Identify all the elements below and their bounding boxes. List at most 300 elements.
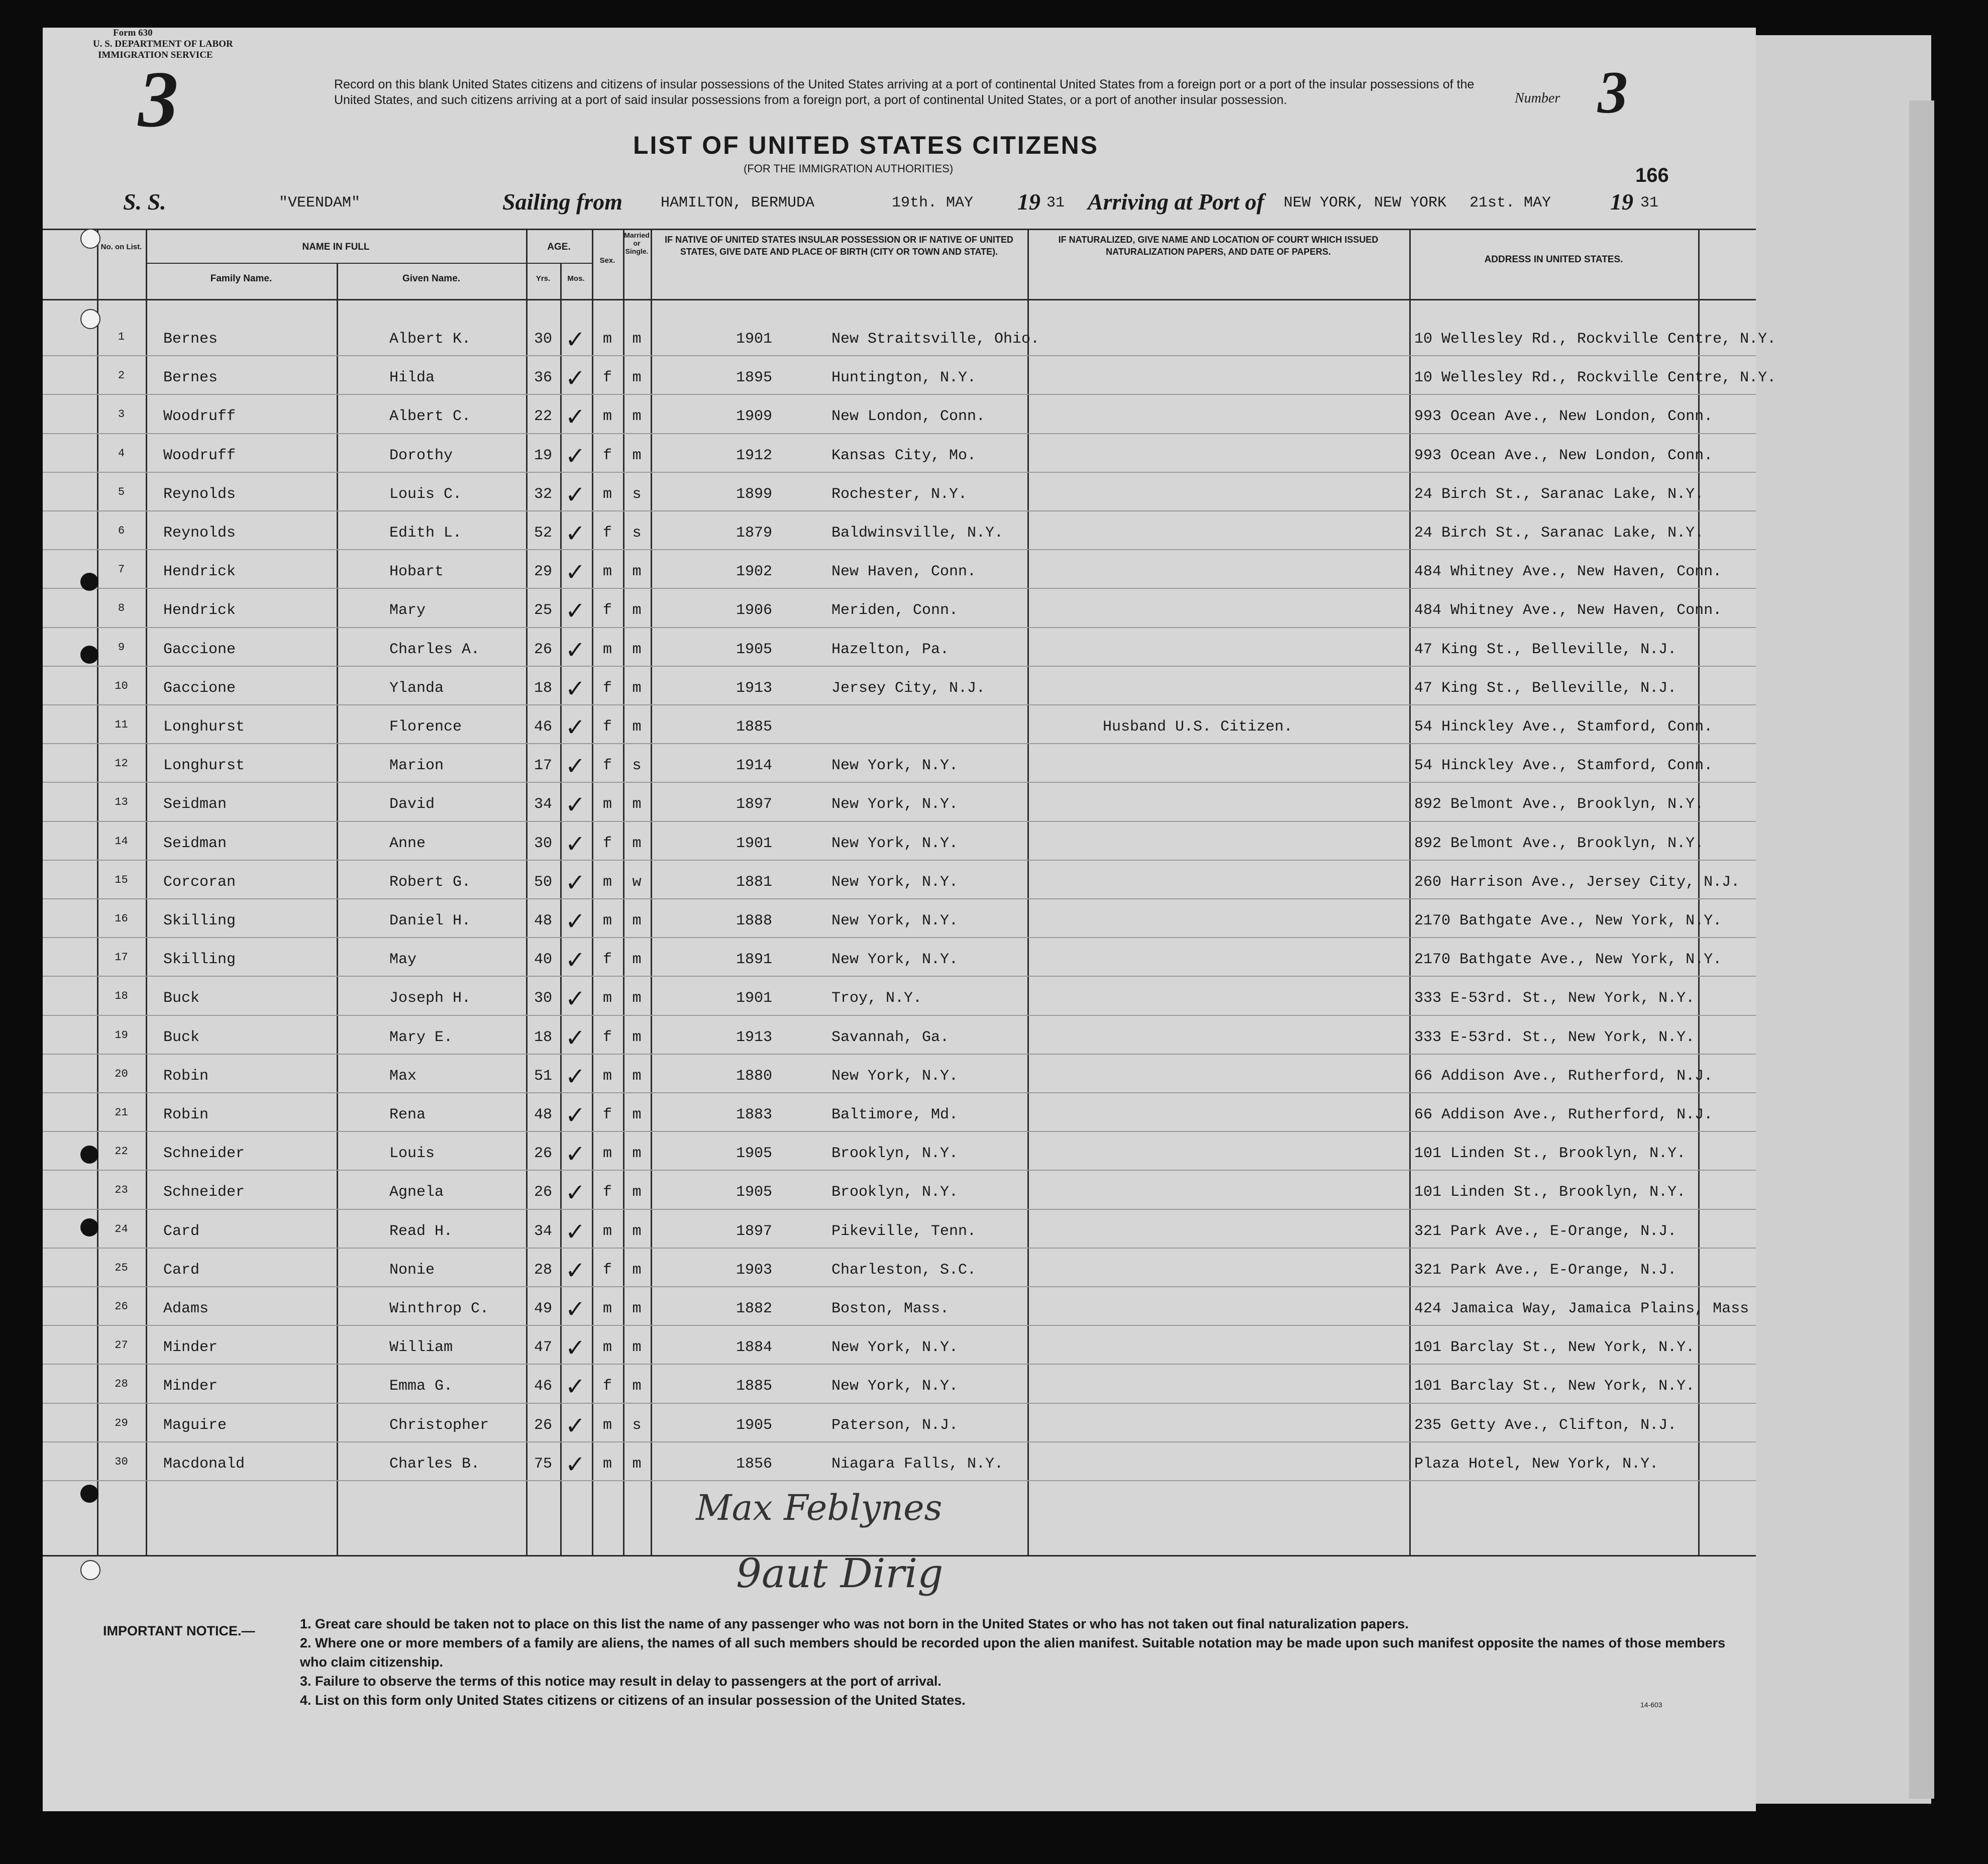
row-rule — [43, 1403, 1756, 1404]
cell-ms: m — [632, 369, 642, 387]
col-header-married: Married or Single. — [624, 231, 650, 255]
col-divider — [337, 264, 338, 1555]
cell-no: 8 — [118, 602, 125, 615]
cell-family: Reynolds — [163, 525, 236, 542]
cell-ms: m — [632, 563, 642, 581]
row-rule — [43, 1441, 1756, 1442]
cell-given: Hilda — [389, 369, 435, 387]
cell-no: 3 — [118, 408, 125, 421]
cell-yrs: 25 — [534, 602, 552, 619]
cell-year: 1885 — [736, 1378, 773, 1395]
row-rule — [43, 1015, 1756, 1016]
cell-year: 1897 — [736, 796, 773, 813]
row-rule — [43, 472, 1756, 473]
cell-no: 17 — [115, 951, 128, 964]
cell-ms: m — [632, 602, 642, 619]
cell-yrs: 34 — [534, 1222, 552, 1240]
cell-ms: m — [632, 1067, 642, 1085]
cell-sex: f — [602, 1378, 612, 1395]
cell-sex: m — [602, 1455, 612, 1473]
row-rule — [43, 355, 1756, 356]
cell-sex: f — [602, 951, 612, 969]
sailing-port: HAMILTON, BERMUDA — [661, 194, 815, 212]
checkmark-icon: ✓ — [565, 791, 586, 819]
cell-sex: m — [602, 485, 612, 503]
checkmark-icon: ✓ — [565, 752, 586, 781]
checkmark-icon: ✓ — [565, 1023, 586, 1052]
cell-year: 1903 — [736, 1261, 773, 1279]
row-rule — [43, 1325, 1756, 1326]
cell-place: Boston, Mass. — [831, 1300, 950, 1317]
cell-year: 1912 — [736, 447, 773, 464]
cell-family: Robin — [163, 1067, 209, 1085]
cell-addr: 101 Linden St., Brooklyn, N.Y. — [1414, 1145, 1686, 1163]
checkmark-icon: ✓ — [565, 985, 586, 1013]
notice-item-1: 1. Great care should be taken not to place on this list the name of any passenger who was not born in the United States or who has not taken out final naturalization papers. — [300, 1616, 1409, 1631]
cell-given: Agnela — [389, 1184, 444, 1201]
page-title: LIST OF UNITED STATES CITIZENS — [633, 131, 1099, 159]
cell-given: Charles B. — [389, 1455, 480, 1473]
col-header-yrs: Yrs. — [536, 274, 551, 283]
cell-sex: m — [602, 408, 612, 426]
cell-yrs: 17 — [534, 757, 552, 775]
cell-yrs: 48 — [534, 1106, 552, 1123]
cell-family: Schneider — [163, 1145, 245, 1163]
cell-year: 1913 — [736, 679, 773, 697]
cell-year: 1888 — [736, 912, 773, 929]
checkmark-icon: ✓ — [565, 326, 586, 354]
cell-place: Troy, N.Y. — [831, 990, 922, 1007]
cell-place: New York, N.Y. — [831, 1339, 959, 1357]
row-rule — [43, 1286, 1756, 1287]
cell-family: Hendrick — [163, 563, 236, 581]
checkmark-icon: ✓ — [565, 403, 586, 432]
checkmark-icon: ✓ — [565, 1373, 586, 1401]
col-header-age: AGE. — [547, 242, 571, 252]
cell-year: 1882 — [736, 1300, 773, 1317]
cell-year: 1905 — [736, 1184, 773, 1201]
cell-addr: 333 E-53rd. St., New York, N.Y. — [1414, 1028, 1695, 1046]
cell-family: Schneider — [163, 1184, 245, 1201]
cell-place: Baltimore, Md. — [831, 1106, 959, 1123]
cell-place: Huntington, N.Y. — [831, 369, 977, 387]
table-top-rule — [43, 229, 1756, 230]
cell-no: 12 — [115, 757, 128, 770]
cell-place: New York, N.Y. — [831, 1378, 959, 1395]
col-header-given: Given Name. — [402, 273, 461, 284]
row-rule — [43, 1092, 1756, 1093]
checkmark-icon: ✓ — [565, 868, 586, 897]
row-rule — [43, 937, 1756, 938]
cell-ms: w — [632, 873, 642, 891]
cell-yrs: 26 — [534, 641, 552, 658]
cell-given: Daniel H. — [389, 912, 471, 929]
cell-given: Mary — [389, 602, 426, 619]
cell-given: Max — [389, 1067, 417, 1085]
cell-sex: m — [602, 912, 612, 929]
cell-ms: m — [632, 331, 642, 348]
col-header-naturalized: IF NATURALIZED, GIVE NAME AND LOCATION OF COURT WHICH ISSUED NATURALIZATION PAPERS, AND DATE OF PAPERS. — [1058, 235, 1379, 257]
cell-given: Christopher — [389, 1416, 489, 1434]
cell-given: Anne — [389, 835, 426, 852]
cell-ms: m — [632, 1184, 642, 1201]
cell-ms: m — [632, 1339, 642, 1357]
row-rule — [43, 433, 1756, 434]
cell-place: Brooklyn, N.Y. — [831, 1145, 959, 1163]
checkmark-icon: ✓ — [565, 1217, 586, 1246]
cell-no: 16 — [115, 912, 128, 925]
cell-place: Paterson, N.J. — [831, 1416, 959, 1434]
row-rule — [43, 627, 1756, 628]
cell-sex: f — [602, 369, 612, 387]
cell-family: Seidman — [163, 835, 227, 852]
cell-sex: m — [602, 1067, 612, 1085]
punch-hole — [80, 1146, 98, 1164]
cell-given: Louis — [389, 1145, 435, 1163]
cell-ms: m — [632, 408, 642, 426]
cell-given: Albert K. — [389, 331, 471, 348]
cell-no: 21 — [115, 1106, 128, 1119]
number-label: Number — [1515, 90, 1560, 106]
cell-place: Charleston, S.C. — [831, 1261, 977, 1279]
checkmark-icon: ✓ — [565, 713, 586, 742]
department-line2: IMMIGRATION SERVICE — [98, 50, 213, 60]
cell-place: Baldwinsville, N.Y. — [831, 525, 1004, 542]
cell-ms: m — [632, 1028, 642, 1046]
cell-given: Albert C. — [389, 408, 471, 426]
notice-item-2: 2. Where one or more members of a family are aliens, the names of all such members should be recorded upon the alien manifest. Suitable notation may be made upon such manifest opposite the names of those members who claim citizenship. — [300, 1635, 1726, 1670]
cell-family: Gaccione — [163, 679, 236, 697]
cell-no: 10 — [115, 679, 128, 692]
checkmark-icon: ✓ — [565, 1450, 586, 1479]
cell-yrs: 18 — [534, 679, 552, 697]
cell-addr: 484 Whitney Ave., New Haven, Conn. — [1414, 602, 1722, 619]
notice-item-3: 3. Failure to observe the terms of this notice may result in delay to passengers at the port of arrival. — [300, 1674, 941, 1689]
number-value: 3 — [1598, 59, 1628, 126]
cell-no: 20 — [115, 1067, 128, 1080]
cell-given: May — [389, 951, 417, 969]
row-rule — [43, 1209, 1756, 1210]
cell-year: 1883 — [736, 1106, 773, 1123]
cell-family: Skilling — [163, 912, 236, 929]
col-divider — [560, 264, 562, 1555]
handwritten-big-mark: 3 — [138, 54, 178, 144]
cell-sex: f — [602, 525, 612, 542]
row-rule — [43, 743, 1756, 744]
cell-yrs: 28 — [534, 1261, 552, 1279]
cell-addr: 24 Birch St., Saranac Lake, N.Y. — [1414, 485, 1704, 503]
cell-no: 25 — [115, 1261, 128, 1274]
cell-no: 5 — [118, 485, 125, 498]
cell-place: New York, N.Y. — [831, 873, 959, 891]
cell-place: New York, N.Y. — [831, 835, 959, 852]
checkmark-icon: ✓ — [565, 1179, 586, 1207]
cell-given: Edith L. — [389, 525, 462, 542]
checkmark-icon: ✓ — [565, 946, 586, 975]
cell-yrs: 34 — [534, 796, 552, 813]
cell-ms: m — [632, 1145, 642, 1163]
cell-no: 13 — [115, 796, 128, 809]
cell-family: Longhurst — [163, 718, 245, 736]
checkmark-icon: ✓ — [565, 830, 586, 858]
cell-family: Woodruff — [163, 408, 236, 426]
cell-yrs: 51 — [534, 1067, 552, 1085]
cell-addr: 993 Ocean Ave., New London, Conn. — [1414, 408, 1713, 426]
row-rule — [43, 588, 1756, 589]
cell-addr: 54 Hinckley Ave., Stamford, Conn. — [1414, 718, 1713, 736]
row-rule — [43, 704, 1756, 705]
cell-ms: m — [632, 1378, 642, 1395]
cell-sex: m — [602, 563, 612, 581]
cell-sex: f — [602, 1106, 612, 1123]
cell-given: Joseph H. — [389, 990, 471, 1007]
cell-sex: m — [602, 796, 612, 813]
punch-hole — [80, 229, 100, 249]
cell-addr: 321 Park Ave., E-Orange, N.J. — [1414, 1222, 1677, 1240]
cell-no: 30 — [115, 1455, 128, 1468]
cell-sex: m — [602, 1416, 612, 1434]
cell-family: Macdonald — [163, 1455, 245, 1473]
cell-yrs: 75 — [534, 1455, 552, 1473]
cell-ms: m — [632, 796, 642, 813]
cell-family: Woodruff — [163, 447, 236, 464]
cell-year: 1901 — [736, 990, 773, 1007]
cell-place: Brooklyn, N.Y. — [831, 1184, 959, 1201]
checkmark-icon: ✓ — [565, 1140, 586, 1169]
checkmark-icon: ✓ — [565, 1295, 586, 1323]
page-subtitle: (FOR THE IMMIGRATION AUTHORITIES) — [744, 162, 954, 175]
row-rule — [43, 976, 1756, 977]
cell-ms: m — [632, 1222, 642, 1240]
arriving-date: 21st. MAY — [1470, 194, 1551, 212]
col-header-no: No. on List. — [100, 243, 142, 251]
cell-place: New Straitsville, Ohio. — [831, 331, 1040, 348]
cell-ms: m — [632, 990, 642, 1007]
cell-place: Niagara Falls, N.Y. — [831, 1455, 1004, 1473]
cell-place: New York, N.Y. — [831, 796, 959, 813]
cell-place: Savannah, Ga. — [831, 1028, 950, 1046]
punch-hole — [80, 646, 98, 664]
cell-sex: f — [602, 757, 612, 775]
cell-yrs: 22 — [534, 408, 552, 426]
cell-addr: 2170 Bathgate Ave., New York, N.Y. — [1414, 912, 1722, 929]
cell-family: Buck — [163, 1028, 200, 1046]
cell-sex: f — [602, 679, 612, 697]
cell-addr: 260 Harrison Ave., Jersey City, N.J. — [1414, 873, 1740, 891]
cell-year: 1902 — [736, 563, 773, 581]
year-prefix-1: 19 — [1017, 189, 1040, 215]
cell-ms: m — [632, 679, 642, 697]
cell-given: Robert G. — [389, 873, 471, 891]
cell-ms: s — [632, 485, 642, 503]
cell-yrs: 26 — [534, 1184, 552, 1201]
cell-addr: 101 Barclay St., New York, N.Y. — [1414, 1378, 1695, 1395]
notice-heading: IMPORTANT NOTICE.— — [103, 1623, 255, 1638]
checkmark-icon: ✓ — [565, 1101, 586, 1129]
cell-year: 1901 — [736, 835, 773, 852]
cell-given: Ylanda — [389, 679, 444, 697]
cell-family: Robin — [163, 1106, 209, 1123]
cell-no: 11 — [115, 718, 128, 731]
checkmark-icon: ✓ — [565, 1411, 586, 1440]
checkmark-icon: ✓ — [565, 636, 586, 664]
cell-year: 1897 — [736, 1222, 773, 1240]
department-line1: U. S. DEPARTMENT OF LABOR — [93, 39, 233, 49]
cell-yrs: 30 — [534, 331, 552, 348]
row-rule — [43, 1170, 1756, 1171]
cell-addr: 66 Addison Ave., Rutherford, N.J. — [1414, 1106, 1713, 1123]
punch-hole — [80, 1485, 98, 1503]
cell-no: 18 — [115, 990, 128, 1003]
cell-sex: f — [602, 1261, 612, 1279]
checkmark-icon: ✓ — [565, 442, 586, 470]
cell-year: 1891 — [736, 951, 773, 969]
cell-family: Gaccione — [163, 641, 236, 658]
cell-yrs: 26 — [534, 1145, 552, 1163]
cell-given: Marion — [389, 757, 444, 775]
cell-given: Emma G. — [389, 1378, 453, 1395]
cell-sex: m — [602, 1145, 612, 1163]
cell-family: Maguire — [163, 1416, 227, 1434]
cell-given: Mary E. — [389, 1028, 453, 1046]
cell-given: David — [389, 796, 435, 813]
cell-given: Winthrop C. — [389, 1300, 489, 1317]
cell-ms: s — [632, 525, 642, 542]
cell-addr: 47 King St., Belleville, N.J. — [1414, 679, 1677, 697]
cell-yrs: 52 — [534, 525, 552, 542]
cell-family: Card — [163, 1222, 200, 1240]
cell-ms: m — [632, 951, 642, 969]
arriving-label: Arriving at Port of — [1088, 189, 1265, 215]
cell-yrs: 19 — [534, 447, 552, 464]
cell-no: 15 — [115, 873, 128, 886]
col-header-sex: Sex. — [599, 256, 615, 265]
punch-hole — [80, 1218, 98, 1236]
cell-yrs: 50 — [534, 873, 552, 891]
cell-addr: 101 Linden St., Brooklyn, N.Y. — [1414, 1184, 1686, 1201]
checkmark-icon: ✓ — [565, 1334, 586, 1363]
cell-ms: m — [632, 447, 642, 464]
cell-year: 1914 — [736, 757, 773, 775]
cell-yrs: 18 — [534, 1028, 552, 1046]
cell-no: 26 — [115, 1300, 128, 1313]
cell-addr: 54 Hinckley Ave., Stamford, Conn. — [1414, 757, 1713, 775]
cell-year: 1899 — [736, 485, 773, 503]
cell-no: 9 — [118, 641, 125, 654]
handwritten-signature-1: Max Feblynes — [696, 1487, 943, 1528]
cell-year: 1884 — [736, 1339, 773, 1357]
cell-given: Hobart — [389, 563, 444, 581]
cell-family: Bernes — [163, 331, 218, 348]
cell-place: New York, N.Y. — [831, 951, 959, 969]
cell-ms: m — [632, 641, 642, 658]
cell-place: New Haven, Conn. — [831, 563, 977, 581]
cell-sex: f — [602, 447, 612, 464]
cell-place: Rochester, N.Y. — [831, 485, 968, 503]
row-rule — [43, 510, 1756, 511]
row-rule — [43, 1364, 1756, 1365]
cell-place: New York, N.Y. — [831, 912, 959, 929]
cell-no: 7 — [118, 563, 125, 576]
cell-place: Hazelton, Pa. — [831, 641, 950, 658]
cell-family: Reynolds — [163, 485, 236, 503]
cell-no: 2 — [118, 369, 125, 382]
arriving-port: NEW YORK, NEW YORK — [1284, 194, 1447, 212]
cell-year: 1905 — [736, 641, 773, 658]
cell-addr: 892 Belmont Ave., Brooklyn, N.Y. — [1414, 835, 1704, 852]
cell-given: Read H. — [389, 1222, 453, 1240]
table-header-rule — [43, 299, 1756, 300]
punch-hole — [80, 309, 100, 329]
cell-sex: m — [602, 1300, 612, 1317]
cell-year: 1881 — [736, 873, 773, 891]
cell-sex: m — [602, 1222, 612, 1240]
checkmark-icon: ✓ — [565, 1062, 586, 1091]
cell-addr: 10 Wellesley Rd., Rockville Centre, N.Y. — [1414, 369, 1776, 387]
checkmark-icon: ✓ — [565, 558, 586, 587]
cell-year: 1856 — [736, 1455, 773, 1473]
cell-sex: f — [602, 602, 612, 619]
cell-ms: m — [632, 1261, 642, 1279]
cell-family: Minder — [163, 1378, 218, 1395]
cell-family: Minder — [163, 1339, 218, 1357]
checkmark-icon: ✓ — [565, 364, 586, 393]
cell-year: 1909 — [736, 408, 773, 426]
cell-given: William — [389, 1339, 453, 1357]
cell-place: New York, N.Y. — [831, 757, 959, 775]
cell-addr: 10 Wellesley Rd., Rockville Centre, N.Y. — [1414, 331, 1776, 348]
cell-year: 1905 — [736, 1145, 773, 1163]
cell-ms: s — [632, 757, 642, 775]
cell-ms: m — [632, 835, 642, 852]
cell-yrs: 47 — [534, 1339, 552, 1357]
manifest-page — [43, 28, 1776, 1811]
checkmark-icon: ✓ — [565, 907, 586, 936]
cell-yrs: 40 — [534, 951, 552, 969]
page-number: 166 — [1635, 164, 1669, 186]
cell-place: New York, N.Y. — [831, 1067, 959, 1085]
cell-addr: 424 Jamaica Way, Jamaica Plains, Mass — [1414, 1300, 1749, 1317]
row-rule — [43, 1480, 1756, 1481]
cell-no: 24 — [115, 1222, 128, 1235]
handwritten-signature-2: 9aut Dirig — [736, 1550, 944, 1597]
checkmark-icon: ✓ — [565, 674, 586, 703]
instruction-text: Record on this blank United States citizens and citizens of insular possessions of the United States arriving at a port of continental United States from a foreign port or a port of the insular possessions of the United States, and such citizens arriving at a port of said insular possessions from a foreign port, a port of continental United States, or a port of another insular possession. — [334, 77, 1475, 107]
cell-addr: Plaza Hotel, New York, N.Y. — [1414, 1455, 1659, 1473]
cell-ms: m — [632, 1455, 642, 1473]
sailing-date: 19th. MAY — [892, 194, 974, 212]
cell-family: Bernes — [163, 369, 218, 387]
cell-sex: m — [602, 331, 612, 348]
cell-sex: f — [602, 1028, 612, 1046]
cell-no: 28 — [115, 1378, 128, 1391]
row-rule — [43, 1054, 1756, 1055]
row-rule — [43, 394, 1756, 395]
row-rule — [43, 782, 1756, 783]
col-divider — [146, 229, 147, 1555]
cell-given: Dorothy — [389, 447, 453, 464]
col-header-address: ADDRESS IN UNITED STATES. — [1484, 254, 1623, 265]
cell-given: Charles A. — [389, 641, 480, 658]
punch-hole — [80, 573, 98, 591]
cell-sex: m — [602, 641, 612, 658]
cell-year: 1895 — [736, 369, 773, 387]
cell-ms: m — [632, 1106, 642, 1123]
cell-place: Pikeville, Tenn. — [831, 1222, 977, 1240]
cell-family: Buck — [163, 990, 200, 1007]
row-rule — [43, 821, 1756, 822]
year-prefix-2: 19 — [1610, 189, 1633, 215]
